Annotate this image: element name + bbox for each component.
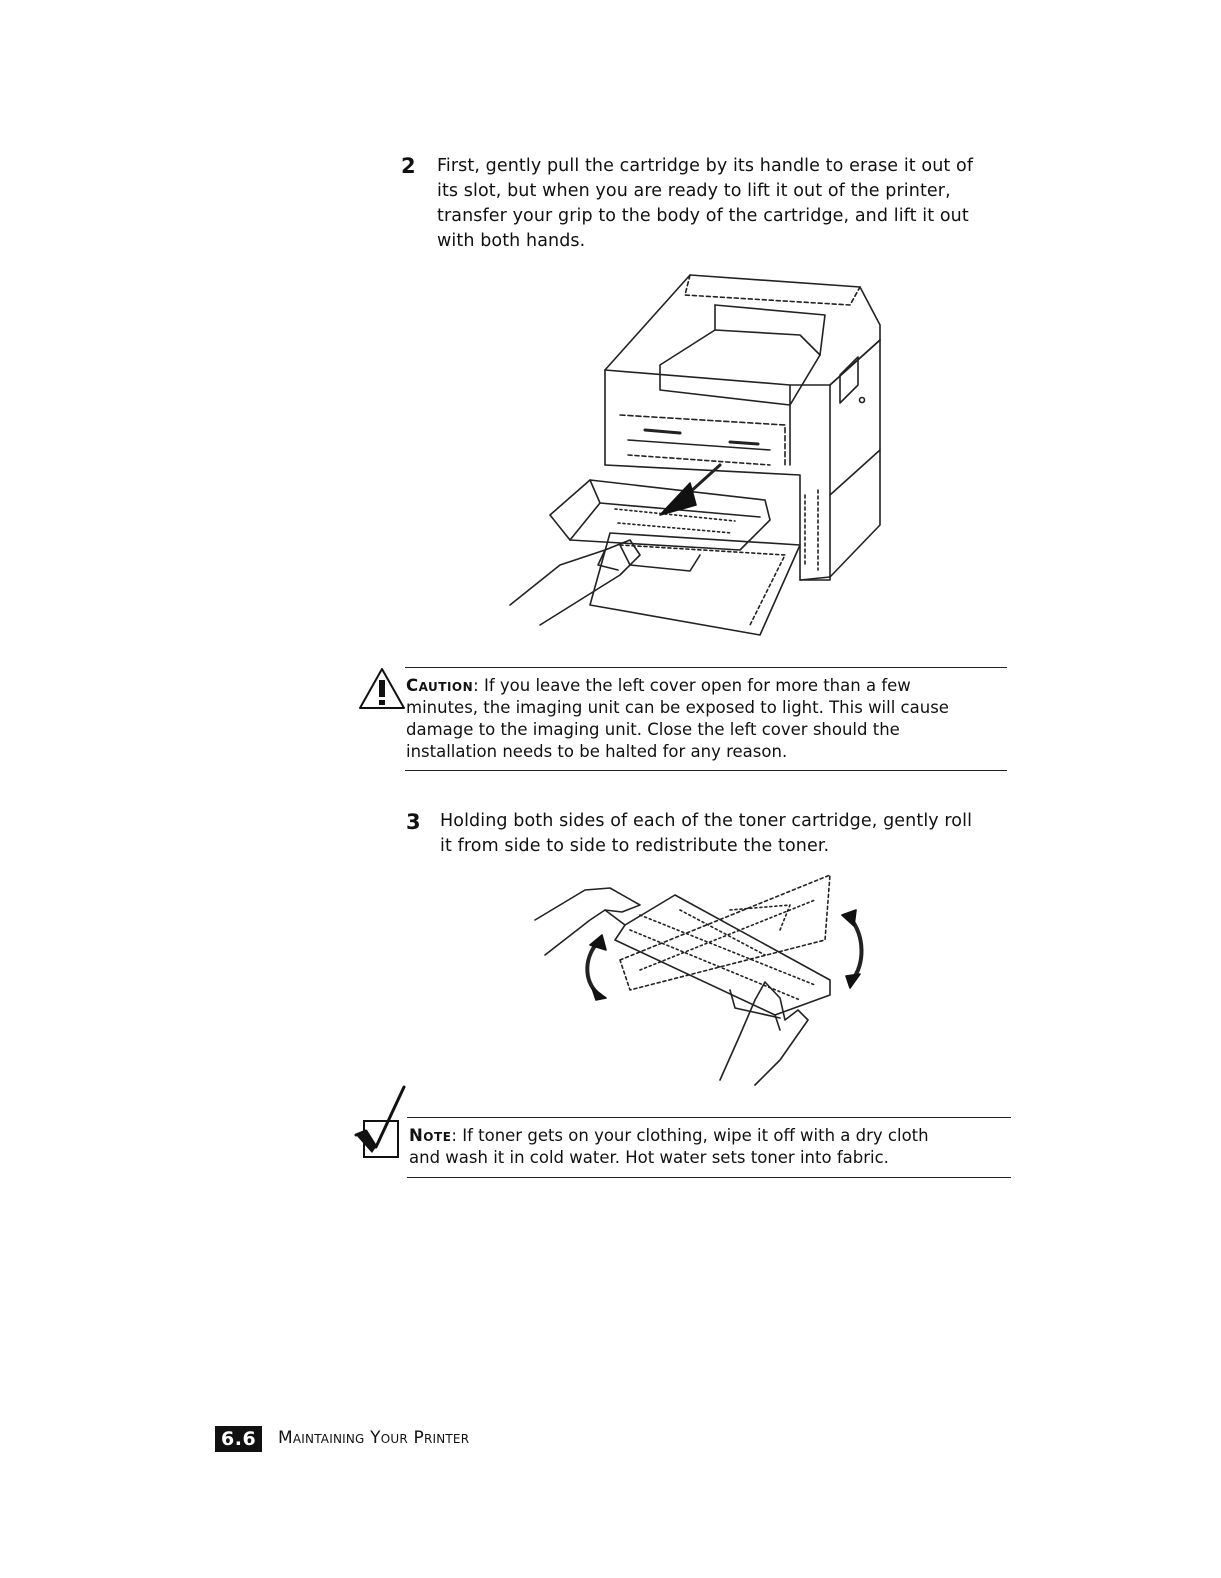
checkmark-note-icon <box>352 1085 412 1165</box>
footer-section-title: Maintaining Your Printer <box>278 1428 470 1448</box>
step-3-line: Holding both sides of each of the toner cartridge, gently roll <box>440 811 973 831</box>
page-number-badge: 6.6 <box>215 1426 262 1452</box>
caution-separator: : <box>473 676 479 695</box>
note-top-rule <box>407 1117 1011 1118</box>
caution-line: damage to the imaging unit. Close the left cover should the <box>406 720 900 739</box>
caution-line: installation needs to be halted for any reason. <box>406 742 788 761</box>
caution-line <box>406 675 1016 697</box>
step-number: 3 <box>406 810 421 834</box>
note-line <box>409 1125 1019 1147</box>
note-line: and wash it in cold water. Hot water sets toner into fabric. <box>409 1148 889 1167</box>
step-2-line: its slot, but when you are ready to lift it out of the printer, <box>437 181 951 201</box>
note-line-text: If toner gets on your clothing, wipe it off with a dry cloth <box>462 1126 929 1145</box>
step-3-line: it from side to side to redistribute the toner. <box>440 836 830 856</box>
note-bottom-rule <box>407 1177 1011 1178</box>
warning-triangle-icon <box>358 666 408 714</box>
step-2-line: First, gently pull the cartridge by its handle to erase it out of <box>437 156 974 176</box>
note-separator: : <box>451 1126 457 1145</box>
step-2-line: with both hands. <box>437 231 586 251</box>
toner-rolling-illustration <box>530 870 880 1085</box>
caution-top-rule <box>405 667 1007 668</box>
caution-line: minutes, the imaging unit can be exposed to light. This will cause <box>406 698 949 717</box>
printer-cartridge-removal-illustration <box>500 265 900 645</box>
step-2-line: transfer your grip to the body of the cartridge, and lift it out <box>437 206 969 226</box>
step-2-text <box>437 154 1017 254</box>
step-number: 2 <box>401 154 416 178</box>
caution-bottom-rule <box>405 770 1007 771</box>
step-3-text <box>440 809 1020 859</box>
caution-text <box>406 675 1016 763</box>
caution-line-text: If you leave the left cover open for more than a few <box>483 676 911 695</box>
note-text <box>409 1125 1019 1169</box>
note-label: Note <box>409 1126 452 1145</box>
caution-label: Caution <box>406 676 474 695</box>
